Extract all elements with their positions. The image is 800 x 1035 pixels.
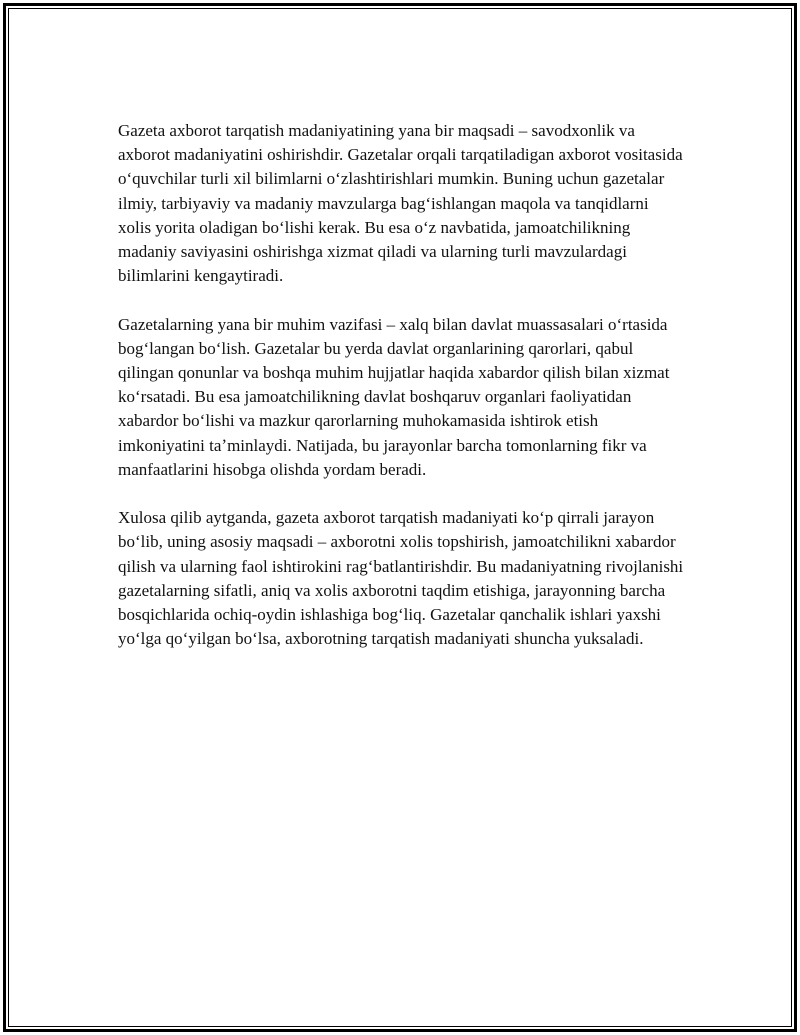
paragraph-1: Gazeta axborot tarqatish madaniyatining yana bir maqsadi – savodxonlik va axborot madaniyatini oshirishdir. Gazetalar orqali tarqatiladigan axborot vositasida oʻquvchilar turli xil bilimlarni oʻzlashtirishlari mumkin. Buning uchun gazetalar ilmiy, tarbiyaviy va madaniy mavzularga bagʻishlangan maqola va tanqidlarni xolis yorita oladigan boʻlishi kerak. Bu esa oʻz navbatida, jamoatchilikning madaniy saviyasini oshirishga xizmat qiladi va ularning turli mavzulardagi bilimlarini kengaytiradi.: [118, 121, 683, 286]
document-body: [118, 119, 684, 676]
paragraph-2: Gazetalarning yana bir muhim vazifasi – xalq bilan davlat muassasalari oʻrtasida bogʻlangan boʻlish. Gazetalar bu yerda davlat organlarining qarorlari, qabul qilingan qonunlar va boshqa muhim hujjatlar haqida xabardor qilish bilan xizmat koʻrsatadi. Bu esa jamoatchilikning davlat boshqaruv organlari faoliyatidan xabardor boʻlishi va mazkur qarorlarning muhokamasida ishtirok etish imkoniyatini taʼminlaydi. Natijada, bu jarayonlar barcha tomonlarning fikr va manfaatlarini hisobga olishda yordam beradi.: [118, 314, 670, 479]
paragraph-3: Xulosa qilib aytganda, gazeta axborot tarqatish madaniyati koʻp qirrali jarayon boʻlib, uning asosiy maqsadi – axborotni xolis topshirish, jamoatchilikni xabardor qilish va ularning faol ishtirokini ragʻbatlantirishdir. Bu madaniyatning rivojlanishi gazetalarning sifatli, aniq va xolis axborotni taqdim etishiga, jarayonning barcha bosqichlarida ochiq-oydin ishlashiga bogʻliq. Gazetalar qanchalik ishlari yaxshi yoʻlga qoʻyilgan boʻlsa, axborotning tarqatish madaniyati shuncha yuksaladi.: [118, 508, 684, 649]
